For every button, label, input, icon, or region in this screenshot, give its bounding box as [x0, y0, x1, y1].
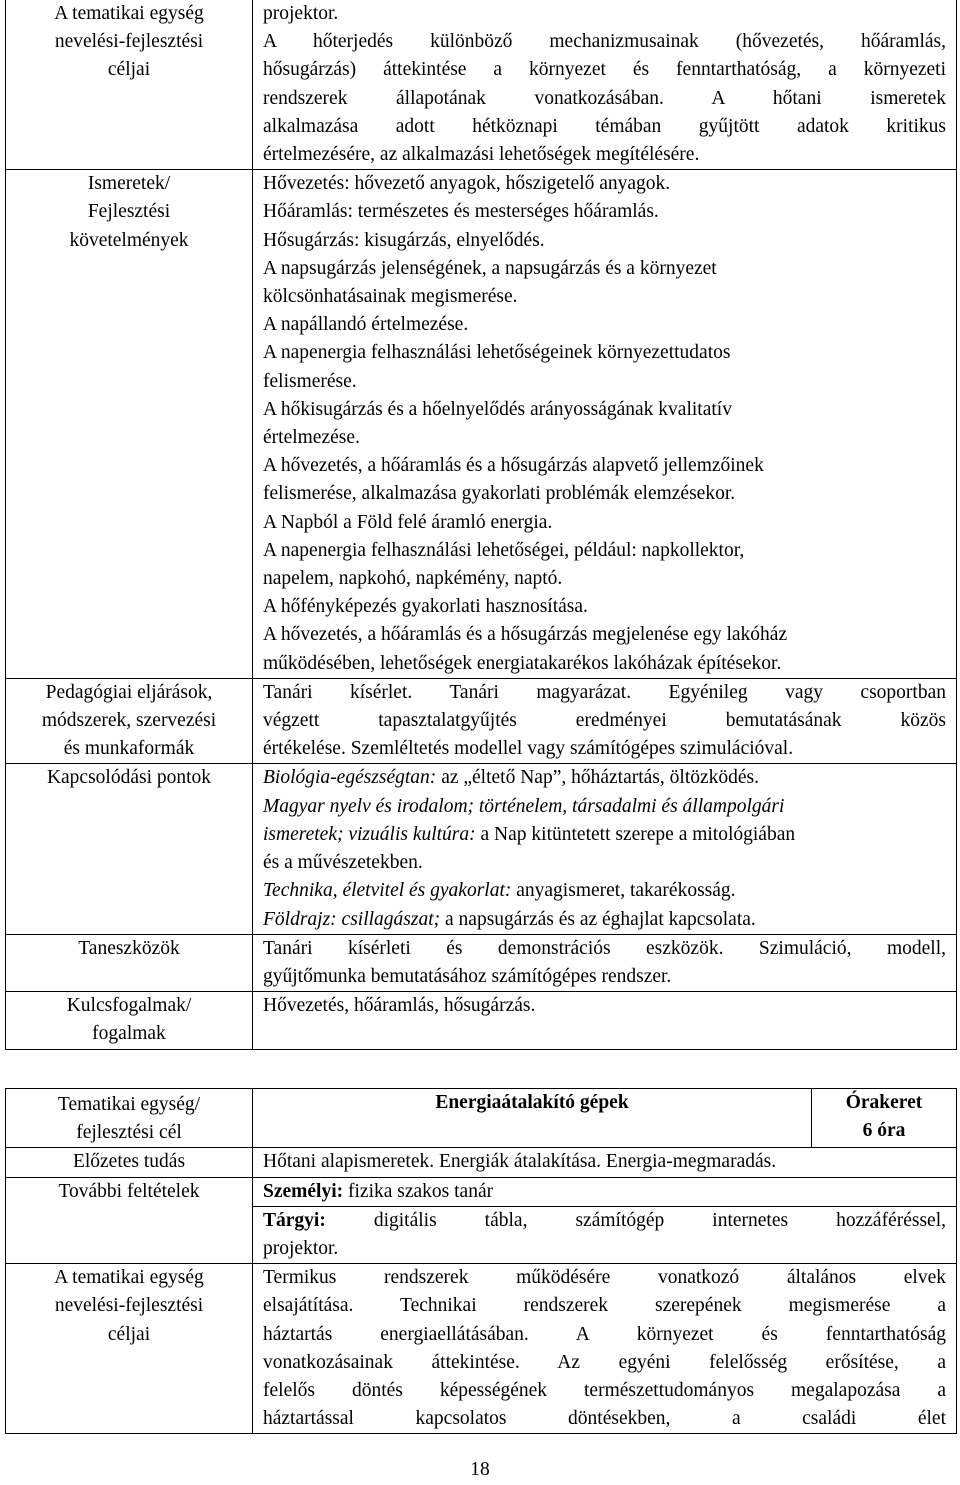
text-line: értékelése. Szemléltetés modellel vagy számítógépes szimulációval.	[263, 738, 794, 760]
unit-header-row	[6, 1089, 957, 1148]
material-text-cont: projektor.	[263, 1238, 339, 1260]
row-label	[6, 0, 253, 170]
text-line	[263, 793, 946, 821]
material-text: digitális tábla, számítógép internetes hozzáféréssel,	[325, 1209, 946, 1231]
text-line: A hővezetés, a hőáramlás és a hősugárzás megjelenése egy lakóház	[263, 624, 788, 646]
text-line: alkalmazása adott hétköznapi témában gyűjtött adatok kritikus	[263, 115, 946, 137]
text-line: A hővezetés, a hőáramlás és a hősugárzás alapvető jellemzőinek	[263, 455, 764, 477]
prior-knowledge-text: Hőtani alapismeretek. Energiák átalakítása. Energia-megmaradás.	[253, 1148, 957, 1177]
text-line	[263, 764, 946, 792]
text-line: projektor.	[263, 3, 339, 24]
row-content	[253, 678, 957, 764]
subject-name: ismeretek; vizuális kultúra:	[263, 823, 476, 845]
personal-conditions	[263, 1178, 946, 1206]
text-line: A napállandó értelmezése.	[263, 314, 469, 336]
conditions-content	[253, 1177, 957, 1264]
table-row	[6, 934, 957, 991]
prior-knowledge-row	[6, 1148, 957, 1177]
row-label	[6, 992, 253, 1049]
subject-name: Magyar nyelv és irodalom; történelem, társadalmi és állampolgári	[263, 795, 785, 817]
text-line: Hővezetés, hőáramlás, hősugárzás.	[263, 995, 536, 1017]
label-line: A tematikai egység	[54, 3, 204, 24]
text-line: hősugárzás) áttekintése a környezet és fenntarthatóság, a környezeti	[263, 59, 946, 81]
row-label	[6, 170, 253, 679]
text-line: Tanári kísérleti és demonstrációs eszközök. Szimuláció, modell,	[263, 937, 946, 959]
subject-name: Biológia-egészségtan:	[263, 767, 437, 789]
row-content	[253, 170, 957, 679]
text-line: működésében, lehetőségek energiatakarékos lakóházak építésekor.	[263, 652, 782, 674]
text-line: A hőterjedés különböző mechanizmusainak (hővezetés, hőáramlás,	[263, 31, 946, 53]
unit-title: Energiaátalakító gépek	[253, 1089, 812, 1148]
goals-content	[253, 1264, 957, 1434]
text-line	[263, 906, 946, 934]
text-fragment: és a művészetekben.	[263, 852, 423, 874]
text-line: napelem, napkohó, napkémény, naptó.	[263, 568, 563, 590]
conditions-row	[6, 1177, 957, 1264]
text-line: Hőáramlás: természetes és mesterséges hőáramlás.	[263, 201, 659, 223]
text-line: végzett tapasztalatgyűjtés eredményei bemutatásának közös	[263, 710, 946, 732]
text-line: A napenergia felhasználási lehetőségeinek környezettudatos	[263, 342, 731, 364]
label-line: nevelési-fejlesztési	[54, 1295, 204, 1317]
label-line: Tematikai egység/	[57, 1094, 201, 1115]
conditions-label: További feltételek	[6, 1177, 253, 1264]
text-line	[263, 821, 946, 849]
text-line: háztartással kapcsolatos döntésekben, a családi élet	[263, 1408, 946, 1430]
personal-text: fizika szakos tanár	[343, 1180, 494, 1202]
table-row	[6, 170, 957, 679]
text-line: értelmezése.	[263, 427, 360, 449]
label-line: A tematikai egység	[54, 1267, 204, 1289]
text-line: rendszerek állapotának vonatkozásában. A hőtani ismeretek	[263, 87, 946, 109]
prior-knowledge-label: Előzetes tudás	[6, 1148, 253, 1177]
text-line: vonatkozásainak áttekintése. Az egyéni felelősség erősítése, a	[263, 1351, 946, 1373]
row-content	[253, 934, 957, 991]
personal-label: Személyi:	[263, 1180, 344, 1202]
table-row	[6, 678, 957, 764]
label-line: Ismeretek/	[87, 173, 171, 195]
table-row	[6, 992, 957, 1049]
text-line: gyűjtőmunka bemutatásához számítógépes rendszer.	[263, 965, 672, 987]
text-line: felismerése.	[263, 370, 357, 392]
text-line: elsajátítása. Technikai rendszerek szerepének megismerése a	[263, 1295, 946, 1317]
row-content	[253, 764, 957, 934]
text-line: felelős döntés képességének természettudományos megalapozása a	[263, 1380, 946, 1402]
time-frame-cell	[812, 1089, 957, 1148]
text-line: A napsugárzás jelenségének, a napsugárzás és a környezet	[263, 257, 717, 279]
label-line: Pedagógiai eljárások,	[45, 681, 213, 703]
goals-label	[6, 1264, 253, 1434]
row-content	[253, 0, 957, 170]
label-line: Fejlesztési	[87, 201, 171, 223]
goals-row	[6, 1264, 957, 1434]
row-label	[6, 678, 253, 764]
text-fragment: a Nap kitüntetett szerepe a mitológiában	[475, 823, 796, 845]
table-row	[6, 764, 957, 934]
label-line: Kulcsfogalmak/	[66, 995, 192, 1017]
label-line: Taneszközök	[78, 937, 180, 959]
text-line: értelmezésére, az alkalmazási lehetőségek megítélésére.	[263, 144, 700, 166]
time-frame-label: Órakeret	[845, 1092, 923, 1113]
label-line: fejlesztési cél	[76, 1122, 182, 1144]
label-line: Kapcsolódási pontok	[46, 767, 212, 789]
text-line: kölcsönhatásainak megismerése.	[263, 286, 518, 308]
text-line: Termikus rendszerek működésére vonatkozó általános elvek	[263, 1267, 946, 1289]
text-line: Hősugárzás: kisugárzás, elnyelődés.	[263, 229, 545, 251]
text-fragment: a napsugárzás és az éghajlat kapcsolata.	[440, 908, 756, 930]
row-label	[6, 764, 253, 934]
page-number: 18	[470, 1459, 490, 1480]
table-row	[6, 0, 957, 170]
text-fragment: az „éltető Nap”, hőháztartás, öltözködés.	[436, 767, 760, 789]
time-frame-value: 6 óra	[862, 1120, 906, 1142]
material-label: Tárgyi:	[263, 1209, 326, 1231]
text-line: A hőkisugárzás és a hőelnyelődés arányosságának kvalitatív	[263, 398, 732, 420]
label-line: és munkaformák	[63, 738, 195, 760]
unit-header-label	[6, 1089, 253, 1148]
text-line: felismerése, alkalmazása gyakorlati problémák elemzésekor.	[263, 483, 736, 505]
label-line: nevelési-fejlesztési	[54, 31, 204, 53]
label-line: céljai	[107, 1323, 151, 1345]
material-conditions	[253, 1206, 956, 1235]
text-line	[263, 877, 946, 905]
text-line: A Napból a Föld felé áramló energia.	[263, 511, 553, 533]
text-line: Hővezetés: hővezető anyagok, hőszigetelő anyagok.	[263, 173, 671, 195]
label-line: fogalmak	[92, 1023, 166, 1045]
row-content	[253, 992, 957, 1049]
text-fragment: anyagismeret, takarékosság.	[511, 880, 736, 902]
label-line: céljai	[107, 59, 151, 81]
subject-name: Technika, életvitel és gyakorlat:	[263, 880, 512, 902]
row-label	[6, 934, 253, 991]
text-line: Tanári kísérlet. Tanári magyarázat. Egyénileg vagy csoportban	[263, 681, 946, 703]
text-line: A hőfényképezés gyakorlati hasznosítása.	[263, 596, 588, 618]
curriculum-table-2	[5, 1088, 957, 1434]
subject-name: Földrajz: csillagászat;	[263, 908, 441, 930]
text-line: A napenergia felhasználási lehetőségei, például: napkollektor,	[263, 539, 745, 561]
curriculum-table-1	[5, 0, 957, 1050]
label-line: követelmények	[69, 229, 189, 251]
text-line	[263, 849, 946, 877]
label-line: módszerek, szervezési	[41, 710, 217, 732]
text-line: háztartás energiaellátásában. A környezet és fenntarthatóság	[263, 1323, 946, 1345]
